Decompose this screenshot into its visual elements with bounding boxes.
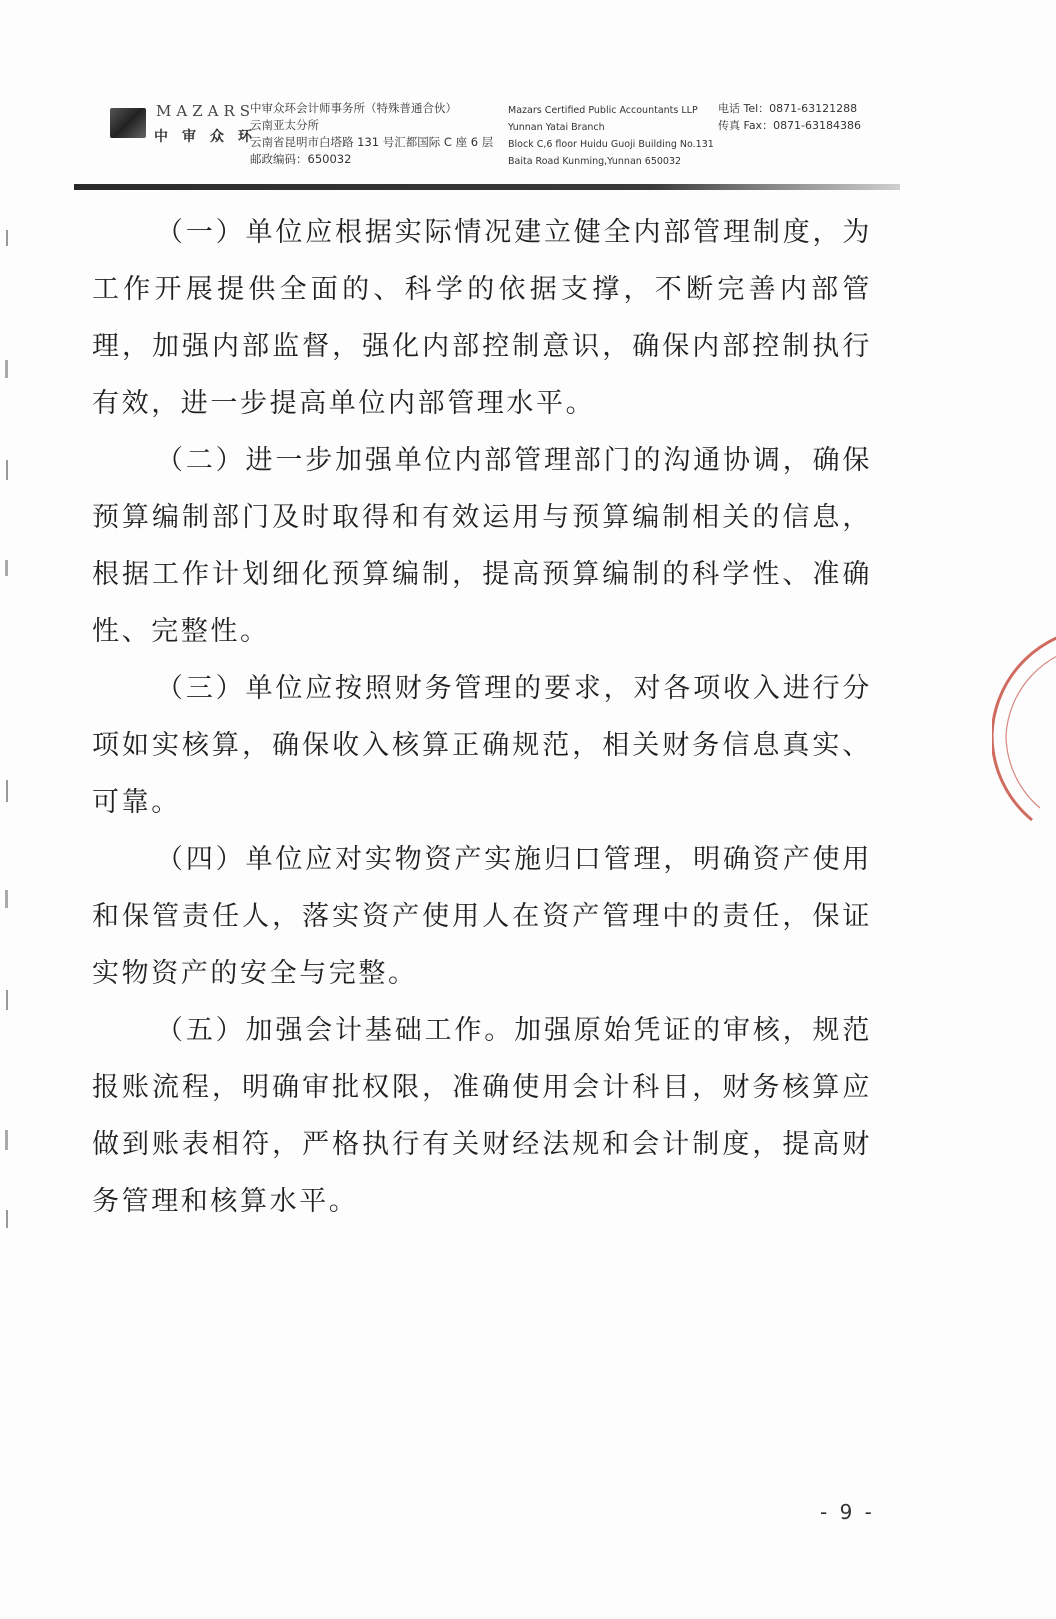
letterhead-contact-block [718, 100, 861, 134]
letterhead-english-block [508, 102, 714, 170]
telephone: 电话 Tel：0871-63121288 [718, 102, 858, 115]
paragraph-3: （三）单位应按照财务管理的要求，对各项收入进行分项如实核算，确保收入核算正确规范，相关财务信息真实、可靠。 [92, 673, 872, 818]
left-margin-scan-marks [0, 200, 16, 1300]
paragraph-4: （四）单位应对实物资产实施归口管理，明确资产使用和保管责任人，落实资产使用人在资产管理中的责任，保证实物资产的安全与完整。 [92, 844, 872, 989]
firm-name-en: Mazars Certified Public Accountants LLP [508, 105, 698, 116]
paragraph-1: （一）单位应根据实际情况建立健全内部管理制度，为工作开展提供全面的、科学的依据支撑，不断完善内部管理，加强内部监督，强化内部控制意识，确保内部控制执行有效，进一步提高单位内部管理水平。 [92, 217, 872, 419]
page-number: - 9 - [820, 1500, 875, 1524]
mazars-logo-icon [110, 108, 146, 138]
paragraph-5: （五）加强会计基础工作。加强原始凭证的审核，规范报账流程，明确审批权限，准确使用会计科目，财务核算应做到账表相符，严格执行有关财经法规和会计制度，提高财务管理和核算水平。 [92, 1015, 872, 1217]
address-cn: 云南省昆明市白塔路 131 号汇都国际 C 座 6 层 [250, 135, 494, 149]
document-body [92, 204, 872, 1230]
logo-chinese: 中审众环 [154, 129, 266, 145]
address-en-line1: Block C,6 floor Huidu Guoji Building No.131 [508, 139, 714, 150]
postcode-cn: 邮政编码：650032 [250, 152, 352, 166]
branch-name-en: Yunnan Yatai Branch [508, 122, 605, 133]
paragraph-2: （二）进一步加强单位内部管理部门的沟通协调，确保预算编制部门及时取得和有效运用与预算编制相关的信息，根据工作计划细化预算编制，提高预算编制的科学性、准确性、完整性。 [92, 445, 872, 647]
address-en-line2: Baita Road Kunming,Yunnan 650032 [508, 156, 682, 167]
logo-latin: MAZARS [156, 102, 256, 120]
firm-name-cn: 中审众环会计师事务所（特殊普通合伙） [250, 101, 457, 115]
fax: 传真 Fax：0871-63184386 [718, 119, 862, 132]
branch-name-cn: 云南亚太分所 [250, 118, 319, 132]
red-seal-stamp-icon [992, 620, 1056, 850]
letterhead-chinese-block [250, 100, 493, 168]
letterhead-rule [74, 184, 900, 190]
letterhead [104, 96, 904, 176]
